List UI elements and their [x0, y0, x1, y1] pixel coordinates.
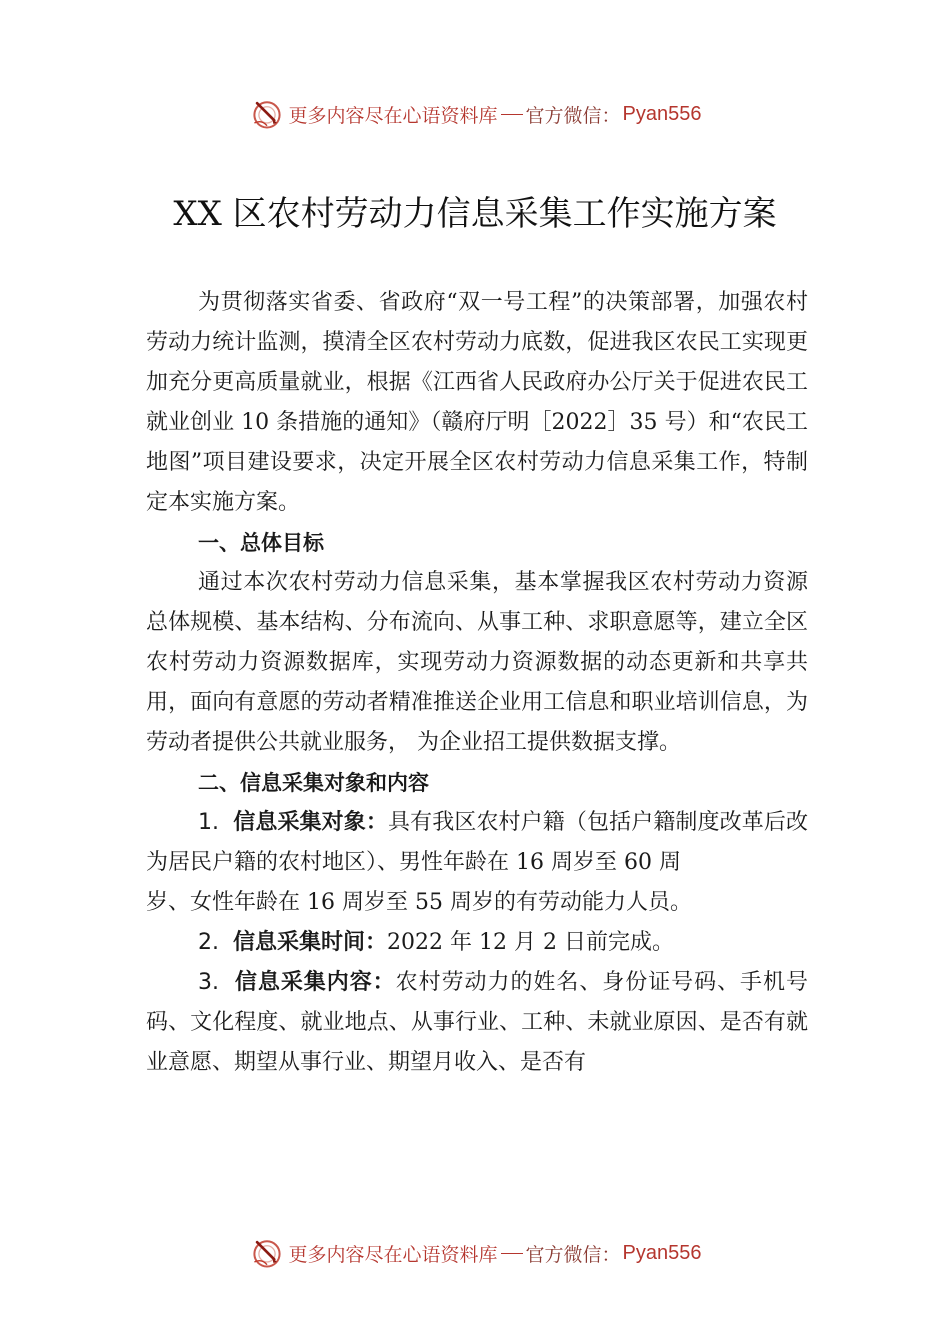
section-1-heading: 一、总体目标 — [198, 531, 324, 555]
wechat-id: Pyan556 — [622, 1241, 702, 1264]
item-1-label: 信息采集对象： — [233, 810, 388, 835]
item-3-paragraph — [146, 963, 808, 1083]
item-2-label: 信息采集时间： — [233, 930, 388, 955]
document-title: XX 区农村劳动力信息采集工作实施方案 — [173, 194, 777, 234]
brand-logo-icon — [249, 96, 285, 132]
wechat-label: 官方微信： — [525, 1243, 621, 1266]
item-1-paragraph — [146, 803, 808, 883]
wechat-label: 官方微信： — [525, 104, 621, 127]
item-2-number: 2. — [198, 930, 219, 955]
section-1-paragraph: 通过本次农村劳动力信息采集，基本掌握我区农村劳动力资源总体规模、基本结构、分布流向、从事工种、求职意愿等，建立全区农村劳动力资源数据库，实现劳动力资源数据的动态更新和共享共用，面向有意愿的劳动者精准推送企业用工信息和职业培训信息，为劳动者提供公共就业服务， 为企业招工提供数据支撑。 — [146, 570, 808, 755]
item-3-number: 3. — [198, 970, 219, 995]
brand-logo-icon — [249, 1235, 285, 1271]
header-banner — [0, 94, 950, 134]
section-2-heading: 二、信息采集对象和内容 — [198, 771, 429, 795]
wechat-id: Pyan556 — [622, 102, 702, 125]
item-1-text: 具有我区农村户籍（包括户籍制度改革后改为居民户籍的农村地区）、男性年龄在 16 周岁至 60 周 — [146, 810, 808, 875]
intro-paragraph: 为贯彻落实省委、省政府“双一号工程”的决策部署，加强农村劳动力统计监测，摸清全区农村劳动力底数，促进我区农民工实现更加充分更高质量就业，根据《江西省人民政府办公厅关于促进农民工就业创业 10 条措施的通知》（赣府厅明［2022］35 号）和“农民工地图”项目建设要求，决定开展全区农村劳动力信息采集工作，特制定本实施方案。 — [146, 290, 808, 515]
item-2-text: 2022 年 12 月 2 日前完成。 — [387, 930, 674, 955]
banner-dash — [501, 114, 523, 115]
item-3-text: 农村劳动力的姓名、身份证号码、手机号码、文化程度、就业地点、从事行业、工种、未就业原因、是否有就业意愿、期望从事行业、期望月收入、是否有 — [146, 970, 808, 1075]
footer-banner — [0, 1233, 950, 1273]
document-body — [146, 283, 808, 1083]
item-1-continuation: 岁、女性年龄在 16 周岁至 55 周岁的有劳动能力人员。 — [146, 890, 692, 915]
banner-dash — [501, 1253, 523, 1254]
item-1-number: 1. — [198, 810, 219, 835]
brand-name: 更多内容尽在心语资料库 — [288, 1243, 498, 1266]
item-3-label: 信息采集内容： — [234, 970, 396, 995]
item-2-paragraph — [146, 923, 808, 963]
brand-name: 更多内容尽在心语资料库 — [288, 104, 498, 127]
